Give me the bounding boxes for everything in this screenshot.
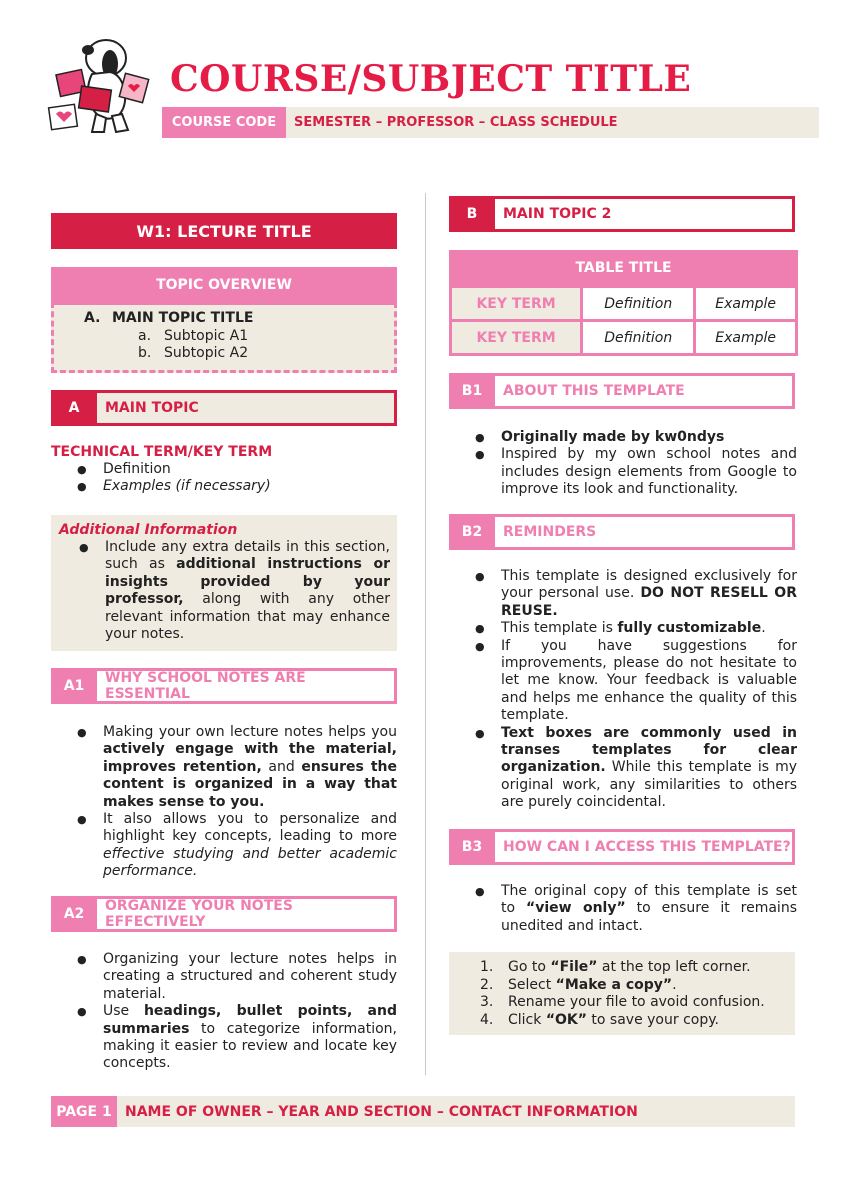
topic-overview-body (51, 302, 397, 373)
section-title: ORGANIZE YOUR NOTES EFFECTIVELY (105, 898, 293, 930)
list-item: ● Organizing your lecture notes helps in creating a structured and coherent study material. (77, 951, 397, 1003)
course-title: COURSE/SUBJECT TITLE (170, 58, 692, 100)
snoopy-logo-illustration (44, 28, 156, 140)
table-row (451, 321, 797, 355)
section-label: A (51, 393, 97, 423)
table-cell: Definition (582, 321, 695, 355)
semester-professor-schedule: SEMESTER – PROFESSOR – CLASS SCHEDULE (294, 115, 618, 130)
table-cell: Example (695, 287, 797, 321)
b2-list (475, 568, 797, 812)
section-b1-header (449, 373, 795, 409)
table-cell: KEY TERM (451, 287, 582, 321)
list-item: ● Making your own lecture notes helps you actively engage with the material, improves retention, and ensures the content is organized in a way that makes sense to you. (77, 724, 397, 811)
section-label: A2 (51, 899, 97, 929)
access-steps-box (449, 952, 795, 1035)
section-title: HOW CAN I ACCESS THIS TEMPLATE? (503, 839, 791, 855)
list-item: ● Examples (if necessary) (77, 478, 377, 495)
footer-bar (51, 1096, 795, 1127)
list-item: ● Definition (77, 461, 377, 478)
table-cell: Example (695, 321, 797, 355)
list-item: 4. Click “OK” to save your copy. (480, 1011, 719, 1028)
section-title: MAIN TOPIC (105, 400, 199, 416)
list-item: ● This template is designed exclusively for your personal use. DO NOT RESELL OR REUSE. (475, 568, 797, 620)
list-item: ● If you have suggestions for improvements, please do not hesitate to let me know. Your feedback is valuable and helps me enhance the quality of this template. (475, 638, 797, 725)
access-steps-list (480, 959, 795, 1029)
topic-overview-box (51, 267, 397, 373)
a1-list (77, 724, 397, 881)
section-label: B3 (449, 832, 495, 862)
owner-info: NAME OF OWNER – YEAR AND SECTION – CONTACT INFORMATION (125, 1103, 638, 1120)
key-term-list (77, 461, 377, 496)
section-title: MAIN TOPIC 2 (503, 206, 612, 222)
section-title: WHY SCHOOL NOTES ARE ESSENTIAL (105, 670, 306, 702)
section-title: ABOUT THIS TEMPLATE (503, 383, 685, 399)
list-item: ● Include any extra details in this section, such as additional instructions or insights provided by your professor, along with any other relevant information that may enhance your notes. (79, 539, 390, 643)
table-title: TABLE TITLE (449, 250, 798, 285)
list-item: 3. Rename your file to avoid confusion. (480, 994, 765, 1011)
b1-list (475, 429, 797, 499)
additional-info-list (59, 539, 390, 643)
a2-list (77, 951, 397, 1073)
main-topic-line (84, 310, 394, 328)
list-item: 1. Go to “File” at the top left corner. (480, 959, 751, 975)
table-cell: KEY TERM (451, 321, 582, 355)
section-label: B (449, 199, 495, 229)
subtopic-item: b. Subtopic A2 (138, 345, 249, 361)
main-topic-marker: A. (84, 310, 101, 326)
section-label: A1 (51, 671, 97, 701)
list-item: ● It also allows you to personalize and highlight key concepts, leading to more effective studying and better academic performance. (77, 811, 397, 881)
section-b2-header (449, 514, 795, 550)
course-code-badge: COURSE CODE (162, 107, 286, 138)
main-topic-title: MAIN TOPIC TITLE (112, 310, 254, 326)
section-b-header (449, 196, 795, 232)
additional-info-box (51, 515, 397, 651)
section-a2-header (51, 896, 397, 932)
column-divider (425, 193, 426, 1075)
b3-list (475, 883, 797, 935)
table-cell: Definition (582, 287, 695, 321)
key-term-table (449, 250, 798, 356)
list-item: ● Text boxes are commonly used in transes templates for clear organization. While this template is my original work, any similarities to others are purely coincidental. (475, 725, 797, 812)
table-row (451, 287, 797, 321)
section-label: B1 (449, 376, 495, 406)
list-item: ● Originally made by kw0ndys (475, 429, 797, 446)
table-body (449, 285, 798, 356)
subtopic-item: a. Subtopic A1 (138, 327, 249, 344)
section-a-header (51, 390, 397, 426)
section-b3-header (449, 829, 795, 865)
list-item: ● Use headings, bullet points, and summaries to categorize information, making it easier to review and locate key concepts. (77, 1003, 397, 1073)
list-item: 2. Select “Make a copy”. (480, 976, 677, 993)
section-label: B2 (449, 517, 495, 547)
section-title: REMINDERS (503, 524, 597, 540)
list-item: ● This template is fully customizable. (475, 620, 797, 637)
lecture-title-banner: W1: LECTURE TITLE (51, 213, 397, 249)
section-a1-header (51, 668, 397, 704)
list-item: ● Inspired by my own school notes and includes design elements from Google to improve its look and functionality. (475, 446, 797, 498)
list-item: ● The original copy of this template is set to “view only” to ensure it remains unedited and intact. (475, 883, 797, 935)
additional-info-heading: Additional Information (59, 522, 238, 538)
key-term-heading: TECHNICAL TERM/KEY TERM (51, 444, 273, 460)
page-number-badge: PAGE 1 (51, 1096, 117, 1127)
topic-overview-heading: TOPIC OVERVIEW (51, 267, 397, 302)
course-info-bar (162, 107, 819, 138)
